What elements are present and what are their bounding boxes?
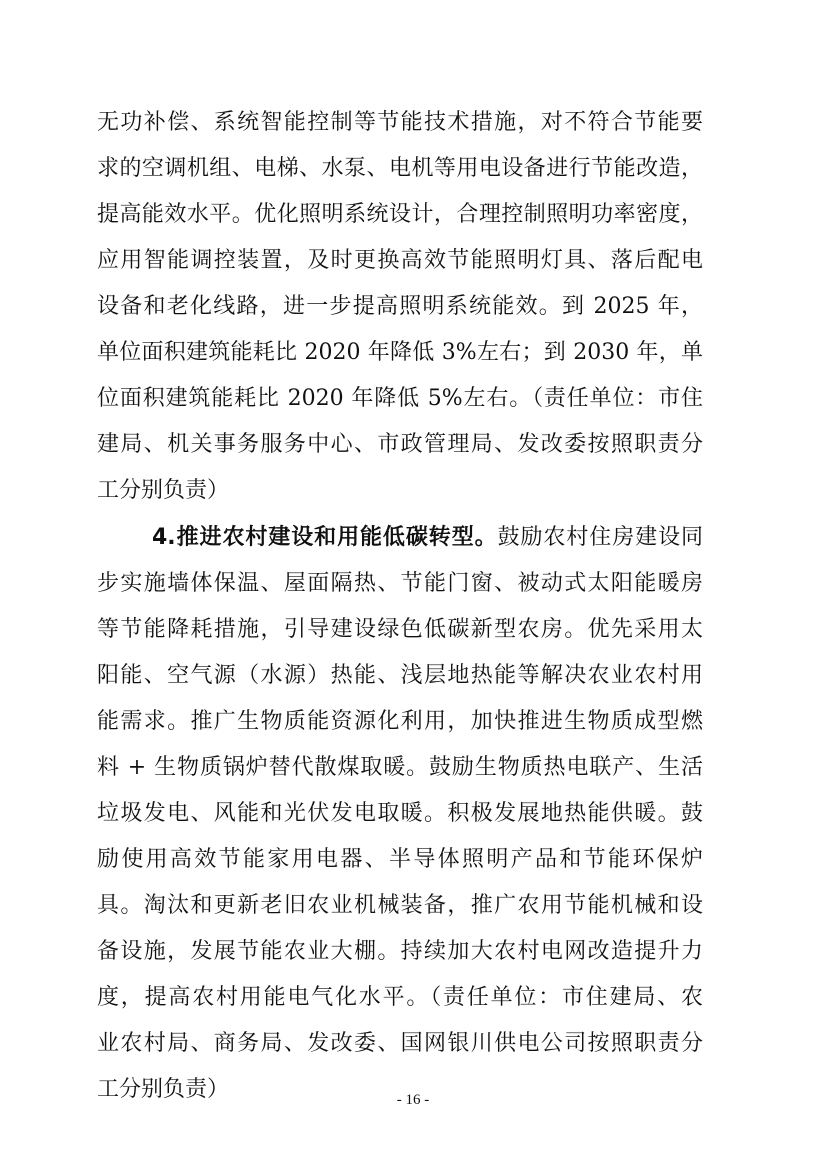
text-line: 度，提高农村用能电气化水平。（责任单位：市住建局、农	[97, 985, 703, 1010]
text-line: 应用智能调控装置，及时更换高效节能照明灯具、落后配电	[97, 248, 703, 273]
section-heading-line	[152, 515, 703, 561]
text-line: 等节能降耗措施，引导建设绿色低碳新型农房。优先采用太	[97, 617, 703, 642]
text-line: 步实施墙体保温、屋面隔热、节能门窗、被动式太阳能暖房	[97, 571, 703, 596]
text-line: 料 + 生物质锅炉替代散煤取暖。鼓励生物质热电联产、生活	[97, 755, 703, 780]
text-line: 励使用高效节能家用电器、半导体照明产品和节能环保炉	[97, 847, 703, 872]
text-line: 设备和老化线路，进一步提高照明系统能效。到 2025 年，	[97, 294, 703, 319]
text-line: 建局、机关事务服务中心、市政管理局、发改委按照职责分	[97, 432, 703, 457]
section-heading: 4.推进农村建设和用能低碳转型。	[152, 525, 498, 550]
text-line: 具。淘汰和更新老旧农业机械装备，推广农用节能机械和设	[97, 893, 703, 918]
text-line: 工分别负责）	[97, 1077, 230, 1102]
text-line: 求的空调机组、电梯、水泵、电机等用电设备进行节能改造，	[97, 156, 703, 181]
text-line: 提高能效水平。优化照明系统设计，合理控制照明功率密度，	[97, 202, 703, 227]
text-line: 无功补偿、系统智能控制等节能技术措施，对不符合节能要	[97, 110, 703, 135]
text-line: 单位面积建筑能耗比 2020 年降低 3%左右；到 2030 年，单	[97, 340, 703, 365]
text-line: 能需求。推广生物质能资源化利用，加快推进生物质成型燃	[97, 709, 703, 734]
text-line: 位面积建筑能耗比 2020 年降低 5%左右。（责任单位：市住	[97, 386, 703, 411]
text-line: 工分别负责）	[97, 478, 230, 503]
text-line: 垃圾发电、风能和光伏发电取暖。积极发展地热能供暖。鼓	[97, 801, 703, 826]
text-line: 阳能、空气源（水源）热能、浅层地热能等解决农业农村用	[97, 663, 703, 688]
text-line: 备设施，发展节能农业大棚。持续加大农村电网改造提升力	[97, 939, 703, 964]
text-line: 业农村局、商务局、发改委、国网银川供电公司按照职责分	[97, 1031, 703, 1056]
page-number: - 16 -	[396, 1092, 430, 1108]
section-first-line-text: 鼓励农村住房建设同	[497, 525, 703, 550]
